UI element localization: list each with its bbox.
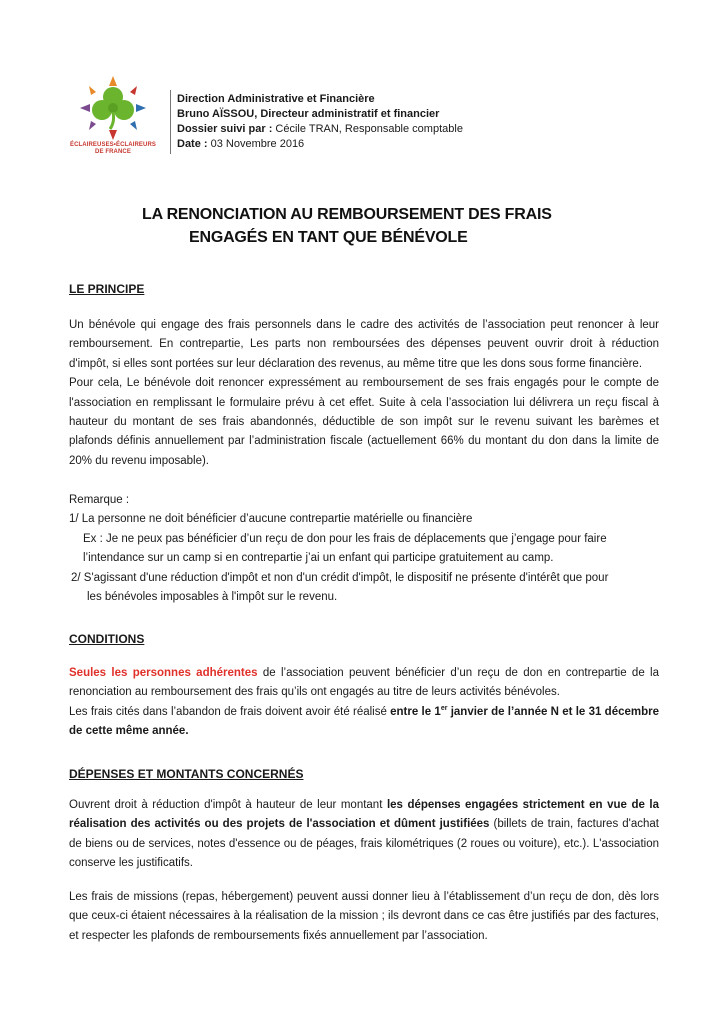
date-label: Date :	[177, 138, 208, 150]
section-heading-principe: LE PRINCIPE	[69, 282, 145, 296]
logo-wordmark	[68, 142, 158, 156]
principe-paragraph-1: Un bénévole qui engage des frais personnels dans le cadre des activités de l’association peut renoncer à leur remboursement. En contrepartie, Les parts non remboursées des dépenses peuvent ouvrir droit à réduction d'impôt, si elles sont portées sur leur déclaration des revenus, au même titre que les dons sous forme financière.	[69, 319, 659, 370]
depenses-body	[69, 796, 659, 874]
remark-1-example-a: Ex : Je ne peux pas bénéficier d’un reçu de don pour les frais de déplacements que j’engage pour faire	[83, 532, 607, 545]
logo-text-line1: ÉCLAIREUSES•ÉCLAIREURS	[70, 142, 156, 148]
adherents-highlight: Seules les personnes adhérentes	[69, 667, 258, 679]
date-value: 03 Novembre 2016	[207, 138, 305, 150]
section-heading-depenses: DÉPENSES ET MONTANTS CONCERNÉS	[69, 767, 304, 781]
followed-by-label: Dossier suivi par :	[177, 123, 273, 135]
date-line	[177, 137, 463, 152]
remark-2-a: 2/ S'agissant d'une réduction d'impôt et non d'un crédit d'impôt, le dispositif ne présente d'intérêt que pour	[71, 571, 609, 584]
ordinal-superscript: er	[440, 704, 448, 712]
document-title	[120, 203, 600, 249]
depenses-p1-start: Ouvrent droit à réduction d'impôt à hauteur de leur montant	[69, 799, 387, 811]
conditions-paragraph-1	[69, 664, 659, 703]
conditions-p2-bold-b: janvier de l’année N et le 31 décembre de cette même année.	[69, 705, 660, 738]
remark-1-example-b: l’intendance sur un camp si en contrepartie j’ai un enfant qui participe gratuitement au camp.	[83, 552, 554, 565]
remark-1: 1/ La personne ne doit bénéficier d’aucune contrepartie matérielle ou financière	[69, 513, 473, 526]
clover-compass-icon	[68, 74, 158, 144]
principe-paragraph-2: Pour cela, Le bénévole doit renoncer expressément au remboursement de ses frais engagés pour le compte de l'association en remplissant le formulaire prévu à cet effet. Suite à cela l’association lui délivrera un reçu fiscal à hauteur du montant de ses frais abandonnés, déductible de son impôt sur le revenu suivant les barèmes et plafonds définis annuellement par l’administration fiscale (actuellement 66% du montant du don dans la limite de 20% du revenu imposable).	[69, 377, 659, 467]
conditions-paragraph-2	[69, 703, 659, 742]
remarks-block	[69, 491, 659, 607]
depenses-body-2	[69, 888, 659, 946]
remarks-label: Remarque :	[69, 494, 130, 506]
conditions-body	[69, 664, 659, 742]
header-divider	[170, 90, 171, 154]
section-heading-conditions: CONDITIONS	[69, 632, 145, 646]
followed-by-line	[177, 122, 463, 137]
remark-2-b: les bénévoles imposables à l'impôt sur le revenu.	[87, 591, 338, 604]
depenses-paragraph-1	[69, 796, 659, 874]
depenses-paragraph-2: Les frais de missions (repas, hébergement) peuvent aussi donner lieu à l’établissement d’un reçu de don, dès lors que ceux-ci étaient nécessaires à la réalisation de la mission ; ils devront dans ce cas être justifiés par des factures, et respecter les plafonds de remboursements fixés annuellement par l’association.	[69, 891, 659, 942]
logo-text-line2: DE FRANCE	[95, 149, 131, 155]
conditions-p2-bold-a: entre le 1	[390, 705, 441, 718]
conditions-p2-start: Les frais cités dans l’abandon de frais doivent avoir été réalisé	[69, 705, 391, 718]
department-name: Direction Administrative et Financière	[177, 93, 375, 105]
depenses-p1-end: (billets de train, factures d'achat de biens ou de services, notes d'essence ou de péages, frais kilométriques (2 roues ou voiture), etc.). L'association conserve les justificatifs.	[69, 818, 659, 870]
conditions-p1-rest: de l’association peuvent bénéficier d’un reçu de don en contrepartie de la renonciation au remboursement des frais qu’ils ont engagés au titre de leurs activités bénévoles.	[69, 667, 659, 699]
title-line2: ENGAGÉS EN TANT QUE BÉNÉVOLE	[189, 229, 468, 246]
director-name: Bruno AÏSSOU, Directeur administratif et financier	[177, 108, 440, 120]
depenses-p1-bold: les dépenses engagées strictement en vue de la réalisation des activités ou des projets de l'association et dûment justifiées	[69, 799, 659, 831]
title-line1: LA RENONCIATION AU REMBOURSEMENT DES FRAIS	[142, 206, 552, 223]
organization-logo	[68, 74, 158, 166]
followed-by-value: Cécile TRAN, Responsable comptable	[272, 123, 463, 135]
principe-body	[69, 316, 659, 471]
sender-block	[177, 92, 463, 152]
